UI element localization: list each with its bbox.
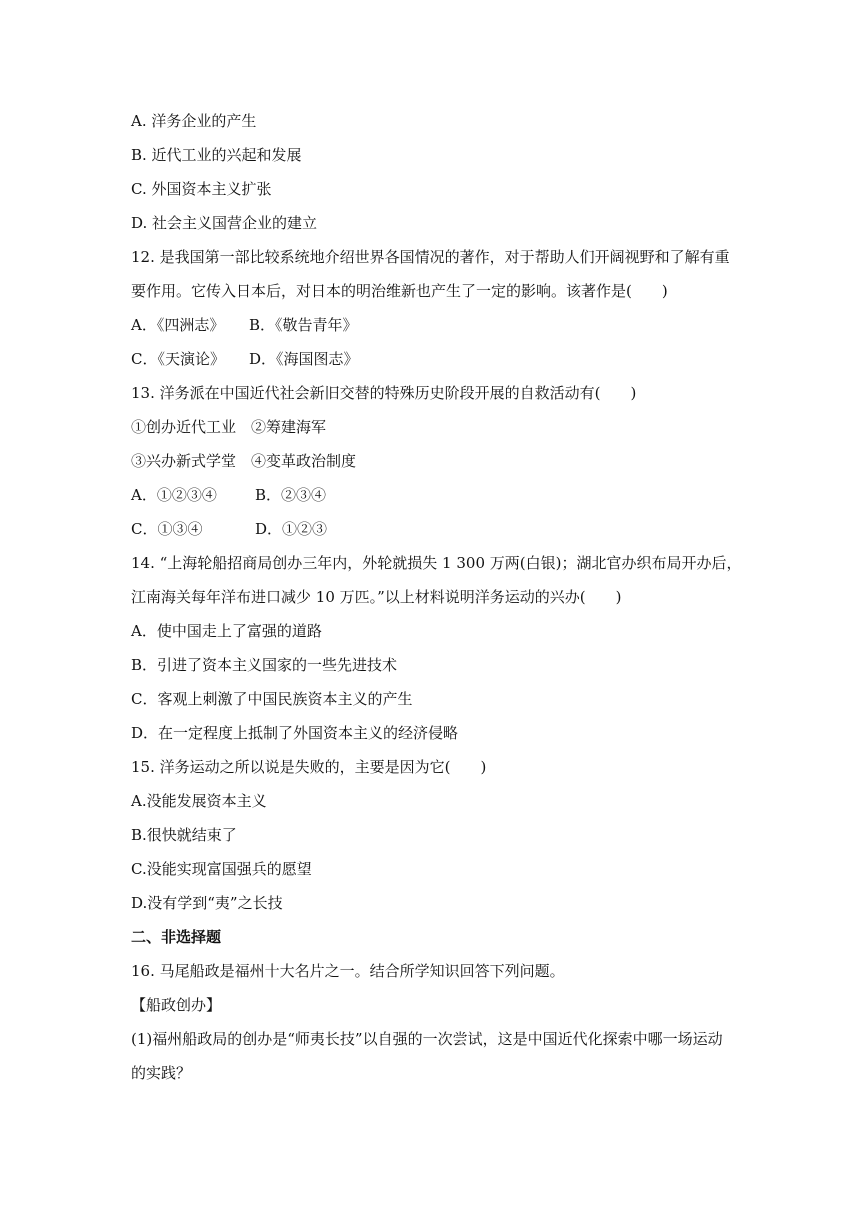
q14-option-a: A．使中国走上了富强的道路 <box>131 622 322 640</box>
q14-option-d: D．在一定程度上抵制了外国资本主义的经济侵略 <box>131 724 459 742</box>
q12-option-d: D．《海国图志》 <box>249 350 359 368</box>
q14-stem-line2: 江南海关每年洋布进口减少 10 万匹。”以上材料说明洋务运动的兴办( ) <box>131 588 622 606</box>
q13-option-b: B．②③④ <box>255 486 327 504</box>
q15-option-a: A.没能发展资本主义 <box>131 792 267 810</box>
q14-option-c: C．客观上刺激了中国民族资本主义的产生 <box>131 690 413 708</box>
section-title-non-choice: 二、非选择题 <box>131 928 222 946</box>
q13-options-cd <box>131 519 741 539</box>
q11-option-b: B. 近代工业的兴起和发展 <box>131 146 302 164</box>
q14-stem-line1: 14. “上海轮船招商局创办三年内，外轮就损失 1 300 万两(白银)；湖北官办织布局开办后， <box>131 554 742 572</box>
q12-option-a: A．《四洲志》 <box>131 316 225 334</box>
q11-option-d: D. 社会主义国营企业的建立 <box>131 214 318 232</box>
q12-option-c: C．《天演论》 <box>131 350 225 368</box>
q15-option-c: C.没能实现富国强兵的愿望 <box>131 860 312 878</box>
q13-option-c: C．①③④ <box>131 520 203 538</box>
q13-options-ab <box>131 485 741 505</box>
q16-sub1-line1: (1)福州船政局的创办是“师夷长技”以自强的一次尝试，这是中国近代化探索中哪一场运动 <box>131 1030 723 1048</box>
q13-stem: 13. 洋务派在中国近代社会新旧交替的特殊历史阶段开展的自救活动有( ) <box>131 384 637 402</box>
q13-item-3: ③兴办新式学堂 <box>131 452 237 470</box>
q13-option-a: A．①②③④ <box>131 486 217 504</box>
q13-item-1: ①创办近代工业 <box>131 418 237 436</box>
q11-option-c: C. 外国资本主义扩张 <box>131 180 272 198</box>
q12-options-cd <box>131 349 741 369</box>
q14-option-b: B．引进了资本主义国家的一些先进技术 <box>131 656 398 674</box>
q13-items-34 <box>131 451 741 471</box>
q15-option-d: D.没有学到“夷”之长技 <box>131 894 283 912</box>
q16-subheading: 【船政创办】 <box>131 996 222 1014</box>
q12-option-b: B．《敬告青年》 <box>249 316 358 334</box>
q12-options-ab <box>131 315 741 335</box>
q12-stem-line1: 12. 是我国第一部比较系统地介绍世界各国情况的著作，对于帮助人们开阔视野和了解有重 <box>131 248 730 266</box>
q16-sub1-line2: 的实践？ <box>131 1064 192 1082</box>
q16-stem: 16. 马尾船政是福州十大名片之一。结合所学知识回答下列问题。 <box>131 962 565 980</box>
q15-stem: 15. 洋务运动之所以说是失败的，主要是因为它( ) <box>131 758 487 776</box>
q13-option-d: D．①②③ <box>255 520 328 538</box>
q13-item-4: ④变革政治制度 <box>251 452 357 470</box>
q11-option-a: A. 洋务企业的产生 <box>131 112 257 130</box>
q12-stem-line2: 要作用。它传入日本后，对日本的明治维新也产生了一定的影响。该著作是( ) <box>131 282 668 300</box>
q13-item-2: ②筹建海军 <box>251 418 327 436</box>
q15-option-b: B.很快就结束了 <box>131 826 237 844</box>
q13-items-12 <box>131 417 741 437</box>
